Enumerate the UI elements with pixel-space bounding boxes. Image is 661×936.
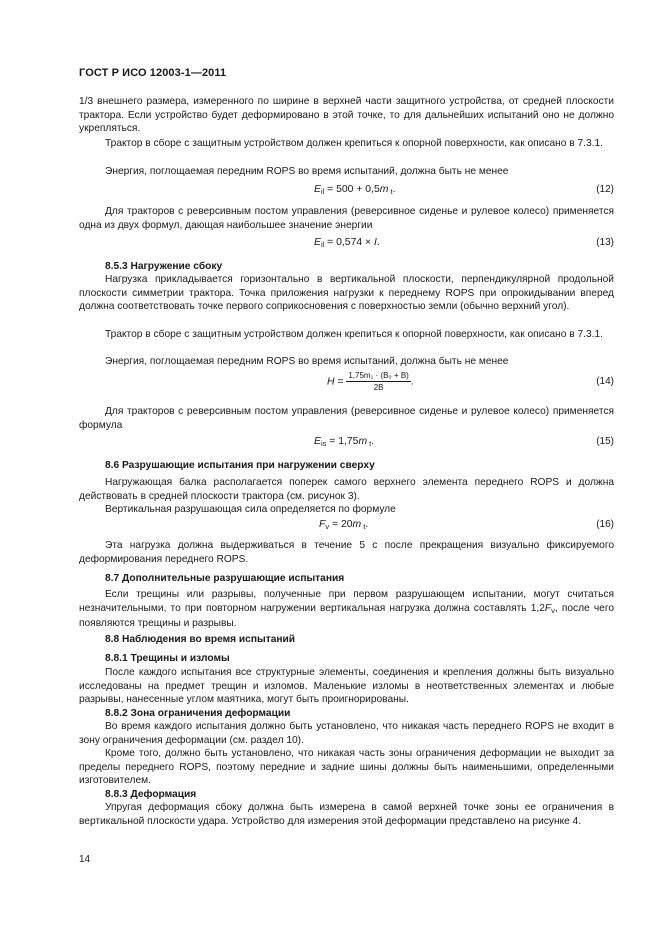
formula-subscript: t — [361, 522, 366, 531]
formula-number: (13) — [596, 237, 614, 248]
paragraph: После каждого испытания все структурные элементы, соединения и крепления должны быть визуально исследованы на предмет трещин и изломов. Маленькие изломы в неответственных элементах и любые разрывы, нанесенные углом маятника, могут быть проигнорированы. — [79, 667, 614, 706]
fraction-numerator: 1,75m₁ · (B₀ + B) — [348, 371, 409, 380]
formula-lhs: H — [327, 376, 335, 388]
formula-13 — [79, 237, 614, 255]
paragraph: Трактор в сборе с защитным устройством должен крепиться к опорной поверхности, как описано в 7.3.1. — [105, 329, 603, 340]
formula-end: . — [371, 436, 375, 447]
paragraph: Упругая деформация сбоку должна быть измерена в самой верхней точке зоны ее ограничения в вертикальной плоскости удара. Устройство для измерения этой деформации представлено на рисунке 4. — [79, 802, 614, 827]
formula-lhs: E — [314, 436, 321, 447]
paragraph: Кроме того, должно быть установлено, что никакая часть зоны ограничения деформации не выходит за пределы переднего ROPS, поэтому передние и задние шины должны быть наименьшими, определенными изготовителем. — [79, 748, 614, 787]
paragraph: Для тракторов с реверсивным постом управления (реверсивное сиденье и рулевое колесо) применяется формула — [79, 406, 614, 431]
paragraph: Трактор в сборе с защитным устройством должен крепиться к опорной поверхности, как описано в 7.3.1. — [105, 138, 603, 149]
formula-subscript: is — [320, 439, 327, 448]
section-heading: 8.7 Дополнительные разрушающие испытания — [105, 573, 345, 584]
formula-number: (16) — [596, 519, 614, 530]
formula-rhs: = 0,574 × — [324, 237, 374, 248]
formula-var: m — [352, 519, 362, 530]
paragraph: Энергия, поглощаемая передним ROPS во время испытаний, должна быть не менее — [105, 356, 509, 367]
formula-12 — [79, 184, 614, 202]
formula-number: (12) — [596, 184, 614, 195]
formula-14 — [79, 370, 614, 398]
paragraph: Для тракторов с реверсивным постом управления (реверсивное сиденье и рулевое колесо) применяется одна из двух формул, дающая наибольшее значение энергии — [79, 206, 614, 231]
formula-rhs: = 20 — [329, 519, 353, 530]
formula-end: . — [376, 237, 380, 248]
formula-number: (15) — [596, 436, 614, 447]
paragraph: Во время каждого испытания должно быть установлено, что никакая часть переднего ROPS не входит в зону ограничения деформации (см. раздел 10). — [79, 721, 614, 746]
formula-var: m — [358, 436, 368, 447]
formula-subscript: v — [551, 605, 555, 615]
page-number: 14 — [79, 854, 91, 865]
paragraph-text: , после чего появляются трещины и разрывы. — [79, 602, 615, 630]
formula-rhs: = 500 + 0,5 — [324, 184, 380, 195]
formula-subscript: il — [320, 240, 325, 249]
fraction-denominator: 2B — [373, 383, 384, 392]
formula-var: F — [544, 602, 552, 614]
section-heading: 8.6 Разрушающие испытания при нагружении сверху — [105, 460, 375, 471]
formula-end: . — [392, 184, 396, 195]
formula-15 — [79, 436, 614, 454]
formula-fraction — [346, 370, 410, 393]
section-heading: 8.5.3 Нагружение сбоку — [105, 261, 223, 272]
section-heading: 8.8.2 Зона ограничения деформации — [105, 708, 291, 719]
section-heading: 8.8 Наблюдения во время испытаний — [105, 634, 296, 645]
paragraph: Энергия, поглощаемая передним ROPS во время испытаний, должна быть не менее — [105, 166, 509, 177]
formula-var: I — [373, 237, 377, 248]
document-header: ГОСТ Р ИСО 12003-1—2011 — [79, 67, 227, 79]
formula-eq: = — [334, 376, 347, 388]
formula-lhs: E — [314, 184, 321, 195]
formula-subscript: v — [325, 522, 330, 531]
formula-lhs: E — [314, 237, 321, 248]
paragraph: 1/3 внешнего размера, измеренного по ширине в верхней части защитного устройства, от средней плоскости трактора. Если устройство будет деформировано в этой точке, то для дальнейших испытаний оно не должно укрепляться. — [79, 96, 614, 135]
formula-16 — [79, 519, 614, 537]
paragraph: Вертикальная разрушающая сила определяется по формуле — [105, 504, 396, 515]
formula-end: . — [410, 376, 414, 388]
formula-var: m — [379, 184, 389, 195]
paragraph: Нагружающая балка располагается поперек самого верхнего элемента переднего ROPS и должна действовать в средней плоскости трактора (см. рисунок 3). — [79, 477, 614, 502]
formula-subscript: t — [367, 439, 372, 448]
section-heading: 8.8.1 Трещины и изломы — [105, 653, 230, 664]
section-heading: 8.8.3 Деформация — [105, 789, 197, 800]
formula-number: (14) — [596, 376, 614, 387]
paragraph-text: Если трещины или разрывы, полученные при первом разрушающем испытании, могут считаться незначительными, то при повторном нагружении вертикальная нагрузка должна составлять 1,2 — [79, 589, 614, 614]
formula-subscript: il — [320, 187, 325, 196]
paragraph — [79, 588, 614, 631]
paragraph: Нагрузка прикладывается горизонтально в вертикальной плоскости, перпендикулярной продольной плоскости симметрии трактора. Точка приложения нагрузки к переднему ROPS при опрокидывании вперед должна соответствовать точке первого соприкосновения с поверхностью земли (обычно верхний угол). — [79, 274, 614, 313]
formula-end: . — [365, 519, 369, 530]
formula-lhs: F — [319, 519, 326, 530]
formula-rhs: = 1,75 — [326, 436, 359, 447]
paragraph: Эта нагрузка должна выдерживаться в течение 5 с после прекращения визуально фиксируемого деформирования переднего ROPS. — [79, 540, 614, 565]
formula-subscript: t — [388, 187, 393, 196]
